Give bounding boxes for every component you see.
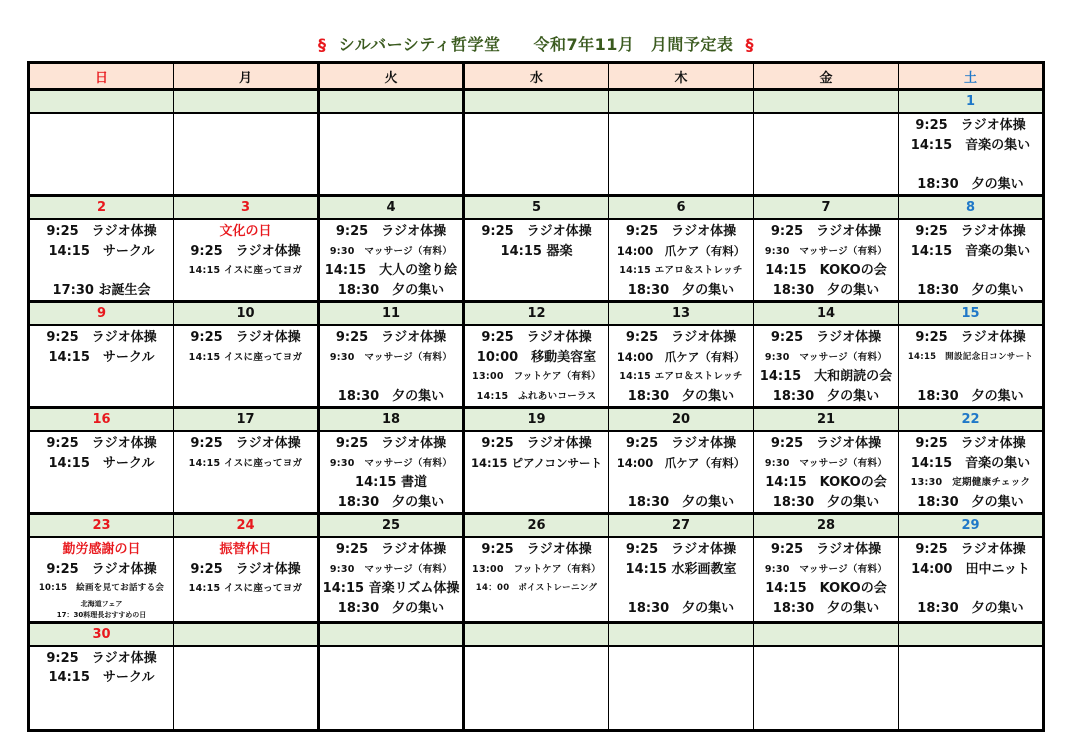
event-item: 北海道フェア — [80, 599, 123, 608]
event-item: 18:30 夕の集い — [917, 494, 1024, 510]
weekday-header-0: 日 — [29, 63, 174, 90]
title-text: シルバーシティ哲学堂 令和7年11月 月間予定表 — [338, 35, 734, 54]
day-events-cell[interactable] — [174, 537, 319, 622]
day-events-cell[interactable] — [319, 646, 464, 731]
event-list — [30, 326, 173, 408]
day-number-cell: 22 — [899, 408, 1044, 432]
day-number-cell — [29, 90, 174, 114]
event-item: 14:15 イスに座ってヨガ — [188, 583, 303, 594]
event-item: 14:15 サークル — [48, 670, 155, 685]
weekday-header-6: 土 — [899, 63, 1044, 90]
event-item: 18:30 夕の集い — [772, 282, 880, 298]
event-item: 9:25 ラジオ体操 — [770, 436, 882, 451]
event-item — [609, 579, 753, 599]
event-list — [174, 220, 317, 302]
event-item — [320, 367, 462, 387]
day-events-cell[interactable] — [609, 646, 754, 731]
event-list — [320, 114, 462, 196]
event-list — [609, 647, 753, 731]
event-item: 18:30 夕の集い — [772, 600, 880, 616]
event-item: 9:25 ラジオ体操 — [46, 330, 157, 345]
event-item: 9:25 ラジオ体操 — [335, 224, 447, 239]
event-list — [30, 538, 173, 622]
event-item: 9:25 ラジオ体操 — [190, 561, 301, 577]
day-events-cell[interactable] — [609, 325, 754, 408]
day-events-cell[interactable] — [609, 113, 754, 196]
event-item: 14:15 音楽の集い — [910, 455, 1031, 471]
day-number-cell — [609, 90, 754, 114]
event-list — [899, 432, 1042, 514]
day-events-cell[interactable] — [29, 325, 174, 408]
day-events-cell[interactable] — [754, 537, 899, 622]
day-events-cell[interactable] — [899, 537, 1044, 622]
event-list — [30, 432, 173, 514]
day-events-cell[interactable] — [174, 113, 319, 196]
day-number-cell — [174, 90, 319, 114]
day-number-cell: 27 — [609, 514, 754, 538]
event-list — [754, 326, 898, 408]
event-item: 9:25 ラジオ体操 — [46, 436, 157, 451]
page-title — [0, 32, 1072, 55]
day-number-cell: 1 — [899, 90, 1044, 114]
event-list — [465, 220, 608, 302]
day-number-cell: 2 — [29, 196, 174, 220]
event-list — [899, 326, 1042, 408]
event-list — [320, 220, 462, 302]
event-list — [609, 432, 753, 514]
day-number-cell: 10 — [174, 302, 319, 326]
event-item: 14:15 音楽リズム体操 — [322, 581, 460, 596]
event-item: 9:25 ラジオ体操 — [46, 224, 157, 239]
day-events-cell[interactable] — [319, 537, 464, 622]
event-item: 9:30 マッサージ（有料） — [764, 563, 888, 575]
event-item: 13:00 フットケア（有料） — [472, 371, 601, 382]
calendar-body — [29, 90, 1044, 731]
day-events-cell[interactable] — [29, 219, 174, 302]
day-number-cell: 19 — [464, 408, 609, 432]
event-item: 14:15 器楽 — [500, 243, 573, 259]
event-item: 14:15 サークル — [48, 455, 155, 471]
event-item: 9:25 ラジオ体操 — [770, 330, 882, 345]
day-events-cell[interactable] — [899, 431, 1044, 514]
event-item: 14:15 イスに座ってヨガ — [188, 351, 303, 363]
event-item: 9:25 ラジオ体操 — [335, 330, 447, 345]
day-events-cell[interactable] — [609, 219, 754, 302]
day-number-cell: 17 — [174, 408, 319, 432]
week-date-row — [29, 622, 1044, 646]
event-list — [609, 114, 753, 196]
event-item: 14:15 水彩画教室 — [625, 561, 737, 577]
day-number-cell — [464, 90, 609, 114]
event-item: 9:25 ラジオ体操 — [915, 436, 1026, 451]
event-item: 14:15 ふれあいコーラス — [476, 390, 597, 402]
event-item: 18:30 夕の集い — [917, 388, 1024, 404]
event-list — [465, 647, 608, 731]
day-events-cell[interactable] — [464, 537, 609, 622]
week-date-row — [29, 302, 1044, 326]
event-item: 14:15 サークル — [48, 349, 155, 365]
event-item: 18:30 夕の集い — [337, 600, 445, 616]
day-number-cell: 24 — [174, 514, 319, 538]
day-number-cell — [754, 90, 899, 114]
day-number-cell: 21 — [754, 408, 899, 432]
day-number-cell: 20 — [609, 408, 754, 432]
event-item: 14:15 KOKOの会 — [765, 581, 887, 596]
event-item: 9:25 ラジオ体操 — [481, 436, 592, 451]
event-list — [609, 538, 753, 622]
event-item: 14:15 KOKOの会 — [765, 263, 887, 278]
event-item: 14：00 ボイストレーニング — [475, 583, 598, 593]
day-number-cell: 16 — [29, 408, 174, 432]
day-events-cell[interactable] — [754, 219, 899, 302]
day-number-cell: 4 — [319, 196, 464, 220]
weekday-header-row — [29, 63, 1044, 90]
day-number-cell — [609, 622, 754, 646]
weekday-header-5: 金 — [754, 63, 899, 90]
event-list — [609, 220, 753, 302]
event-item: 14:15 音楽の集い — [910, 243, 1031, 259]
week-date-row — [29, 90, 1044, 114]
event-list — [465, 538, 608, 622]
week-events-row — [29, 325, 1044, 408]
day-events-cell[interactable] — [29, 431, 174, 514]
event-list — [320, 326, 462, 408]
event-item: 9:30 マッサージ（有料） — [764, 351, 888, 363]
day-number-cell: 30 — [29, 622, 174, 646]
day-events-cell[interactable] — [464, 325, 609, 408]
day-events-cell[interactable] — [29, 537, 174, 622]
event-item: 9:30 マッサージ（有料） — [329, 457, 453, 469]
section-mark-right: § — [745, 35, 755, 54]
event-item: 14:15 音楽の集い — [910, 137, 1031, 153]
event-list — [174, 326, 317, 408]
event-item: 18:30 夕の集い — [627, 282, 735, 298]
day-number-cell — [899, 622, 1044, 646]
day-events-cell[interactable] — [754, 431, 899, 514]
event-item: 18:30 夕の集い — [627, 388, 735, 404]
event-item: 9:25 ラジオ体操 — [190, 243, 301, 259]
holiday-name: 勤労感謝の日 — [62, 542, 141, 557]
event-item: 14:15 書道 — [355, 475, 427, 490]
event-item: 9:30 マッサージ（有料） — [329, 351, 453, 363]
holiday-name: 文化の日 — [219, 224, 272, 239]
event-list — [174, 538, 317, 622]
event-list — [754, 538, 898, 622]
event-item: 14:15 エアロ＆ストレッチ — [619, 265, 743, 276]
day-number-cell: 11 — [319, 302, 464, 326]
event-item: 17:30 お誕生会 — [52, 282, 151, 298]
event-item: 14:15 KOKOの会 — [765, 475, 887, 490]
week-events-row — [29, 219, 1044, 302]
day-events-cell[interactable] — [899, 325, 1044, 408]
week-events-row — [29, 537, 1044, 622]
day-number-cell: 18 — [319, 408, 464, 432]
event-item: 9:25 ラジオ体操 — [625, 542, 737, 557]
day-number-cell: 9 — [29, 302, 174, 326]
event-item: 9:25 ラジオ体操 — [46, 650, 157, 666]
day-number-cell — [464, 622, 609, 646]
day-number-cell: 7 — [754, 196, 899, 220]
event-item: 14:00 田中ニット — [911, 561, 1030, 577]
event-item: 14:15 イスに座ってヨガ — [188, 265, 303, 276]
event-item: 9:25 ラジオ体操 — [190, 330, 301, 345]
event-item — [30, 261, 173, 281]
event-item: 9:25 ラジオ体操 — [46, 561, 157, 577]
day-events-cell[interactable] — [174, 431, 319, 514]
day-number-cell — [319, 90, 464, 114]
weekday-header-4: 木 — [609, 63, 754, 90]
event-item: 14:15 大人の塗り絵 — [324, 263, 458, 278]
event-item: 9:25 ラジオ体操 — [190, 436, 301, 451]
event-item: 18:30 夕の集い — [917, 176, 1024, 192]
event-item: 18:30 夕の集い — [337, 388, 445, 404]
week-date-row — [29, 196, 1044, 220]
event-list — [754, 647, 898, 731]
day-events-cell[interactable] — [754, 325, 899, 408]
day-number-cell: 28 — [754, 514, 899, 538]
event-item: 9:25 ラジオ体操 — [625, 436, 737, 451]
day-number-cell: 25 — [319, 514, 464, 538]
day-number-cell: 6 — [609, 196, 754, 220]
week-date-row — [29, 514, 1044, 538]
day-number-cell: 13 — [609, 302, 754, 326]
day-events-cell[interactable] — [899, 219, 1044, 302]
event-list — [465, 326, 608, 408]
day-events-cell[interactable] — [319, 113, 464, 196]
event-item: 14:00 爪ケア（有料） — [616, 349, 746, 364]
day-events-cell[interactable] — [319, 325, 464, 408]
day-events-cell[interactable] — [464, 219, 609, 302]
event-item: 9:25 ラジオ体操 — [625, 330, 737, 345]
event-item: 14:15 開設記念日コンサート — [907, 351, 1034, 362]
day-events-cell[interactable] — [899, 646, 1044, 731]
event-item: 9:25 ラジオ体操 — [770, 224, 882, 239]
event-list — [899, 220, 1042, 302]
event-item: 9:30 マッサージ（有料） — [329, 245, 453, 257]
event-item: 13:30 定期健康チェック — [910, 477, 1031, 488]
day-events-cell[interactable] — [899, 113, 1044, 196]
event-item: 10:00 移動美容室 — [476, 349, 597, 365]
event-item — [899, 579, 1042, 599]
day-number-cell: 12 — [464, 302, 609, 326]
day-events-cell[interactable] — [464, 646, 609, 731]
event-item: 13:00 フットケア（有料） — [472, 563, 601, 575]
event-item: 14:15 大和朗読の会 — [759, 369, 893, 384]
day-events-cell[interactable] — [609, 431, 754, 514]
event-item: 9:25 ラジオ体操 — [481, 330, 592, 345]
section-mark-left: § — [317, 35, 327, 54]
event-item: 14:15 サークル — [48, 243, 155, 259]
week-events-row — [29, 113, 1044, 196]
weekday-header-1: 月 — [174, 63, 319, 90]
event-item: 9:25 ラジオ体操 — [481, 224, 592, 239]
day-events-cell[interactable] — [174, 646, 319, 731]
day-events-cell[interactable] — [29, 646, 174, 731]
day-events-cell[interactable] — [609, 537, 754, 622]
day-events-cell[interactable] — [174, 325, 319, 408]
day-number-cell — [754, 622, 899, 646]
event-item — [899, 155, 1042, 175]
event-list — [609, 326, 753, 408]
event-list — [899, 114, 1042, 196]
week-events-row — [29, 431, 1044, 514]
event-list — [30, 220, 173, 302]
event-item: 9:25 ラジオ体操 — [915, 224, 1026, 239]
event-list — [320, 432, 462, 514]
day-events-cell[interactable] — [464, 113, 609, 196]
event-list — [174, 432, 317, 514]
day-number-cell: 8 — [899, 196, 1044, 220]
event-item: 14:00 爪ケア（有料） — [616, 243, 746, 258]
day-number-cell: 15 — [899, 302, 1044, 326]
day-events-cell[interactable] — [464, 431, 609, 514]
event-item: 18:30 夕の集い — [917, 600, 1024, 616]
day-events-cell[interactable] — [754, 646, 899, 731]
event-list — [754, 114, 898, 196]
day-events-cell[interactable] — [174, 219, 319, 302]
event-list — [899, 647, 1042, 731]
event-list — [754, 220, 898, 302]
event-list — [320, 538, 462, 622]
event-item: 10:15 絵画を見てお話する会 — [38, 583, 165, 593]
day-number-cell: 23 — [29, 514, 174, 538]
event-item: 9:25 ラジオ体操 — [335, 436, 447, 451]
day-number-cell: 14 — [754, 302, 899, 326]
event-item: 9:25 ラジオ体操 — [335, 542, 447, 557]
holiday-name: 振替休日 — [219, 542, 272, 557]
day-events-cell[interactable] — [29, 113, 174, 196]
event-item: 9:25 ラジオ体操 — [481, 542, 592, 557]
event-item: 17：30料理長おすすめの日 — [56, 610, 147, 619]
day-number-cell: 3 — [174, 196, 319, 220]
day-number-cell: 5 — [464, 196, 609, 220]
event-list — [30, 647, 173, 731]
event-list — [320, 647, 462, 731]
event-item — [899, 367, 1042, 387]
event-item: 9:25 ラジオ体操 — [915, 330, 1026, 345]
event-item: 18:30 夕の集い — [627, 494, 735, 510]
event-list — [174, 647, 317, 731]
day-number-cell: 29 — [899, 514, 1044, 538]
event-item — [609, 473, 753, 493]
event-item: 14:15 ピアノコンサート — [470, 455, 603, 470]
event-item: 9:30 マッサージ（有料） — [764, 245, 888, 257]
event-item: 9:25 ラジオ体操 — [915, 542, 1026, 557]
event-item: 18:30 夕の集い — [337, 494, 445, 510]
day-events-cell[interactable] — [754, 113, 899, 196]
event-item: 18:30 夕の集い — [917, 282, 1024, 298]
event-item: 18:30 夕の集い — [772, 494, 880, 510]
event-item: 14:15 エアロ＆ストレッチ — [619, 371, 743, 382]
event-list — [899, 538, 1042, 622]
day-number-cell — [319, 622, 464, 646]
event-item: 14:00 爪ケア（有料） — [616, 455, 746, 470]
event-item: 18:30 夕の集い — [772, 388, 880, 404]
event-item: 18:30 夕の集い — [627, 600, 735, 616]
week-events-row — [29, 646, 1044, 731]
day-events-cell[interactable] — [319, 431, 464, 514]
day-number-cell — [174, 622, 319, 646]
event-item: 18:30 夕の集い — [337, 282, 445, 298]
event-list — [465, 114, 608, 196]
calendar-table — [27, 61, 1045, 732]
event-list — [465, 432, 608, 514]
event-item: 9:25 ラジオ体操 — [625, 224, 737, 239]
event-list — [30, 114, 173, 196]
weekday-header-2: 火 — [319, 63, 464, 90]
event-item: 14:15 イスに座ってヨガ — [188, 457, 303, 469]
week-date-row — [29, 408, 1044, 432]
weekday-header-3: 水 — [464, 63, 609, 90]
event-item: 9:30 マッサージ（有料） — [329, 563, 453, 575]
day-events-cell[interactable] — [319, 219, 464, 302]
event-item: 9:25 ラジオ体操 — [770, 542, 882, 557]
event-list — [174, 114, 317, 196]
event-item: 9:30 マッサージ（有料） — [764, 457, 888, 469]
event-item: 9:25 ラジオ体操 — [915, 118, 1026, 133]
event-list — [754, 432, 898, 514]
event-item — [899, 261, 1042, 281]
day-number-cell: 26 — [464, 514, 609, 538]
